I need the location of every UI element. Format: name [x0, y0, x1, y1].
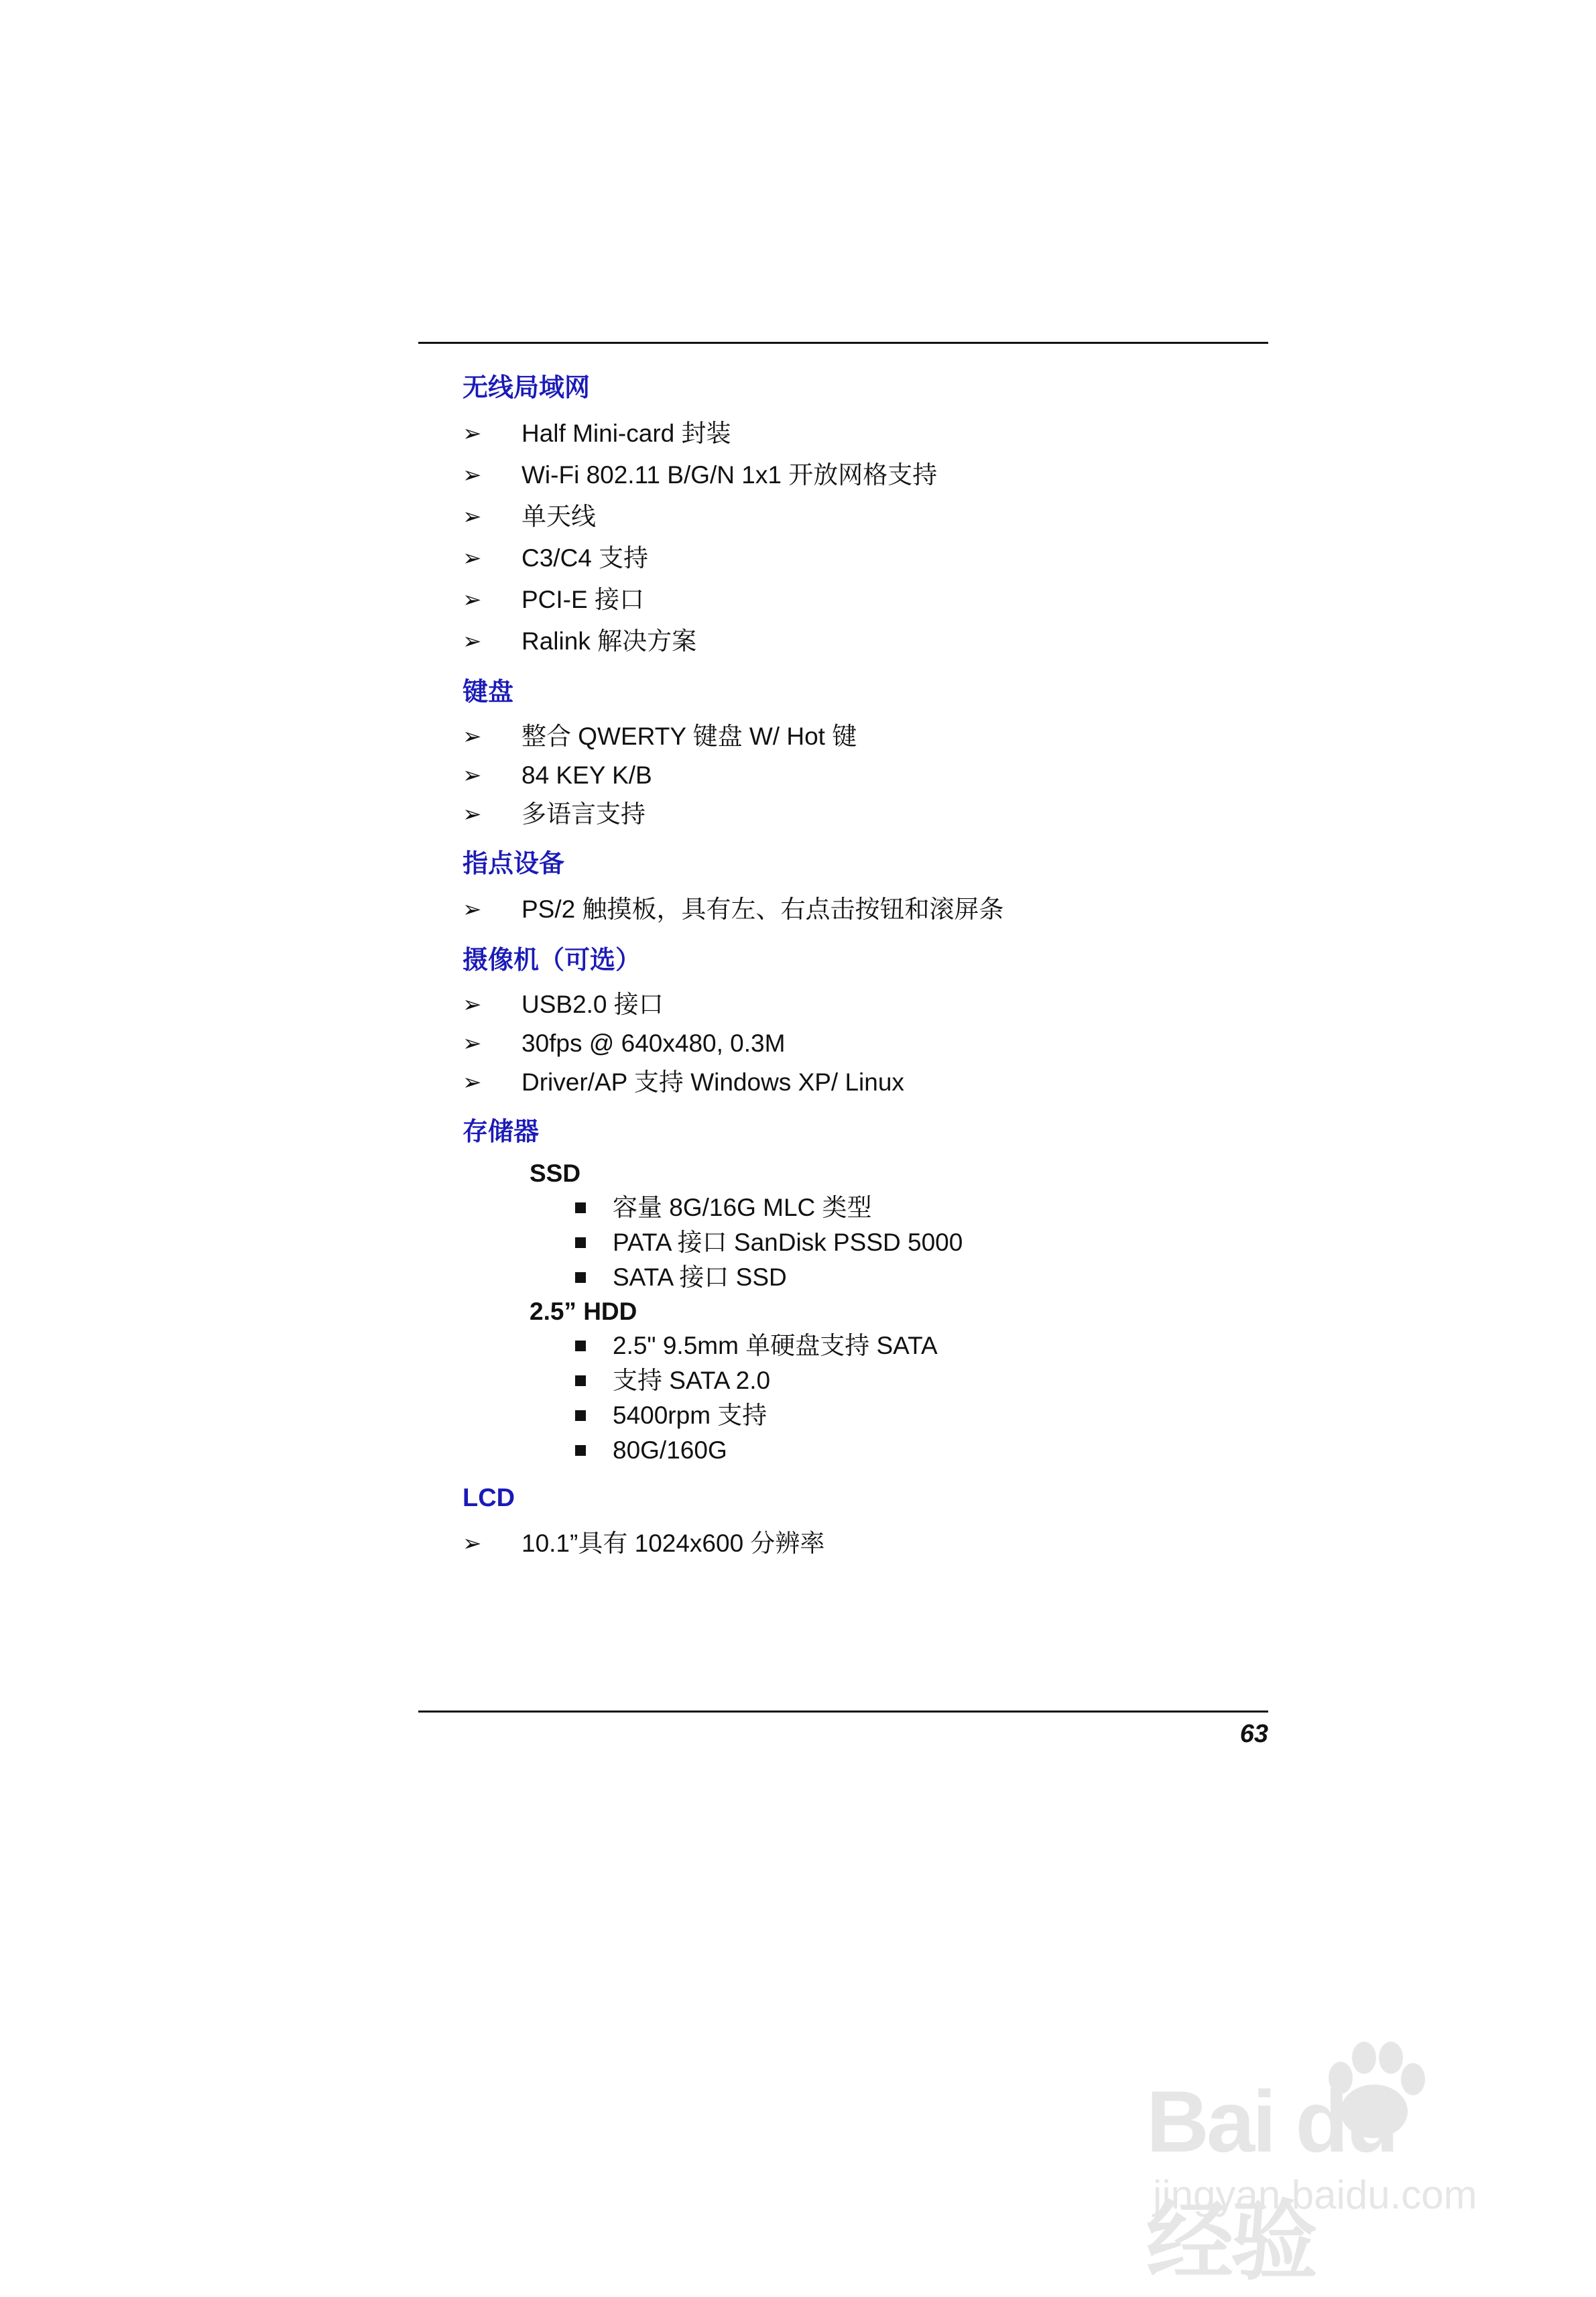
list-item: ➢ Ralink 解决方案: [463, 621, 1253, 662]
arrow-bullet-icon: ➢: [463, 504, 482, 530]
list-item: ➢ C3/C4 支持: [463, 538, 1253, 579]
square-bullet-icon: [575, 1237, 586, 1248]
section-title: 键盘: [463, 678, 514, 706]
list-item: PATA 接口 SanDisk PSSD 5000: [575, 1225, 1253, 1260]
watermark-url: jingyan.baidu.com: [1153, 2172, 1477, 2217]
spec-content: [463, 373, 1253, 1579]
arrow-bullet-icon: ➢: [463, 763, 482, 788]
list-item: ➢ Half Mini-card 封装: [463, 413, 1253, 454]
section-lcd: [463, 1483, 1253, 1564]
square-bullet-icon: [575, 1410, 586, 1421]
square-bullet-icon: [575, 1341, 586, 1351]
list-item: ➢ USB2.0 接口: [463, 985, 1253, 1024]
list-item: ➢ PCI-E 接口: [463, 579, 1253, 621]
square-bullet-icon: [575, 1202, 586, 1213]
arrow-bullet-icon: ➢: [463, 897, 482, 922]
list-item: 80G/160G: [575, 1433, 1253, 1468]
page-number: 63: [1239, 1720, 1268, 1748]
list-item: 支持 SATA 2.0: [575, 1363, 1253, 1398]
section-camera: [463, 945, 1253, 1102]
list-item: 2.5" 9.5mm 单硬盘支持 SATA: [575, 1328, 1253, 1363]
section-pointing-device: [463, 849, 1253, 930]
list-item: ➢ 84 KEY K/B: [463, 756, 1253, 795]
list-item: ➢ PS/2 触摸板，具有左、右点击按钮和滚屏条: [463, 889, 1253, 930]
list-item: ➢ 多语言支持: [463, 795, 1253, 834]
list-item: ➢ Wi-Fi 802.11 B/G/N 1x1 开放网格支持: [463, 454, 1253, 496]
arrow-bullet-icon: ➢: [463, 629, 482, 654]
baidu-watermark: [1140, 2038, 1501, 2290]
section-title: 指点设备: [463, 850, 565, 878]
ssd-heading: SSD: [530, 1160, 581, 1187]
footer-rule: [418, 1711, 1268, 1713]
square-bullet-icon: [575, 1272, 586, 1283]
section-title: 摄像机（可选）: [463, 946, 641, 975]
section-wlan: [463, 373, 1253, 662]
arrow-bullet-icon: ➢: [463, 546, 482, 571]
arrow-bullet-icon: ➢: [463, 1531, 482, 1556]
square-bullet-icon: [575, 1375, 586, 1386]
arrow-bullet-icon: ➢: [463, 992, 482, 1017]
section-storage: [463, 1117, 1253, 1468]
watermark-brand: Bai du 经验: [1146, 2072, 1397, 2290]
list-item: 容量 8G/16G MLC 类型: [575, 1190, 1253, 1225]
section-keyboard: [463, 677, 1253, 834]
list-item: ➢ 单天线: [463, 496, 1253, 538]
list-item: SATA 接口 SSD: [575, 1260, 1253, 1295]
header-rule: [418, 342, 1268, 344]
list-item: ➢ 整合 QWERTY 键盘 W/ Hot 键: [463, 717, 1253, 756]
section-title: 存储器: [463, 1118, 540, 1146]
hdd-heading: 2.5” HDD: [530, 1298, 637, 1325]
arrow-bullet-icon: ➢: [463, 724, 482, 749]
section-title: LCD: [463, 1484, 515, 1512]
arrow-bullet-icon: ➢: [463, 462, 482, 488]
arrow-bullet-icon: ➢: [463, 1070, 482, 1095]
square-bullet-icon: [575, 1445, 586, 1456]
arrow-bullet-icon: ➢: [463, 1031, 482, 1056]
list-item: ➢ 10.1”具有 1024x600 分辨率: [463, 1523, 1253, 1564]
arrow-bullet-icon: ➢: [463, 802, 482, 827]
list-item: ➢ Driver/AP 支持 Windows XP/ Linux: [463, 1063, 1253, 1102]
arrow-bullet-icon: ➢: [463, 587, 482, 613]
arrow-bullet-icon: ➢: [463, 421, 482, 446]
list-item: ➢ 30fps @ 640x480, 0.3M: [463, 1024, 1253, 1063]
section-title: 无线局域网: [463, 374, 591, 402]
list-item: 5400rpm 支持: [575, 1398, 1253, 1433]
